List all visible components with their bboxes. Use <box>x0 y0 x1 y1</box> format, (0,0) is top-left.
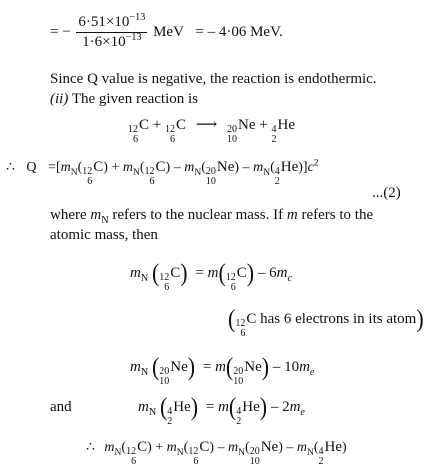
carbon-12-nuclide: 12 6 C <box>128 117 150 145</box>
equals-bracket: =[ <box>48 160 61 175</box>
part-label: (ii) <box>50 91 69 107</box>
q-fraction <box>76 12 147 50</box>
therefore-symbol: ∴ <box>6 160 15 175</box>
part-text: The given reaction is <box>71 91 199 107</box>
fraction-numerator: $6\cdot 51\times 10^{-13}$ <box>76 15 147 33</box>
carbon-electron-note: ( 12 6 C has 6 electrons in its atom) <box>228 304 424 339</box>
and-label: and <box>50 399 72 415</box>
plus-sign-2: + <box>259 117 268 133</box>
q-value-result-line <box>50 12 283 50</box>
unit-mev: MeV <box>153 23 184 40</box>
q-expression-line: ∴ $Q =[m_N$( 12 6 C ) + $m_N$( 12 6 C ) – $m_N$( 20 10 Ne ) – $m_N$( 4 2 He )]$c^2$ <box>6 158 319 187</box>
final-sum-line: ∴ $m_N$( 12 6 C ) + $m_N$( 12 6 C ) – $m_N$( 20 10 Ne ) – $m_N$( 4 2 He ) <box>86 439 347 467</box>
helium-mass-equation: $m_N$ ( 4 2 He ) = m( 4 2 He ) – $2m_e$ <box>138 392 305 427</box>
carbon-mass-equation: $m_N$ ( 12 6 C ) = m( 12 6 C ) – $6m_c$ <box>130 258 292 293</box>
endothermic-statement: Since Q value is negative, the reaction is endothermic. <box>50 71 377 87</box>
reaction-arrow: ⟶ <box>195 117 218 133</box>
equals-minus: = − <box>50 23 71 40</box>
neon-20-nuclide: 20 10 Ne <box>227 117 256 145</box>
part-ii-intro <box>50 92 198 107</box>
where-line-2: atomic mass, then <box>50 227 158 243</box>
helium-4-nuclide: 4 2 He <box>271 117 295 145</box>
where-line-1: where $m_N$ refers to the nuclear mass. If m refers to the <box>50 207 374 226</box>
fraction-denominator: $1\cdot 6\times 10^{-13}$ <box>82 32 142 50</box>
equation-number: ...(2) <box>372 185 401 201</box>
carbon-12-nuclide-2: 12 6 C <box>164 117 186 145</box>
q-value-final: = – 4·06 MeV. <box>195 23 283 40</box>
q-symbol: Q <box>26 160 37 175</box>
plus-sign: + <box>152 117 162 133</box>
reaction-equation <box>128 117 295 145</box>
neon-mass-equation: $m_N$ ( 20 10 Ne ) = m( 20 10 Ne ) – $10m_e$ <box>130 352 315 387</box>
